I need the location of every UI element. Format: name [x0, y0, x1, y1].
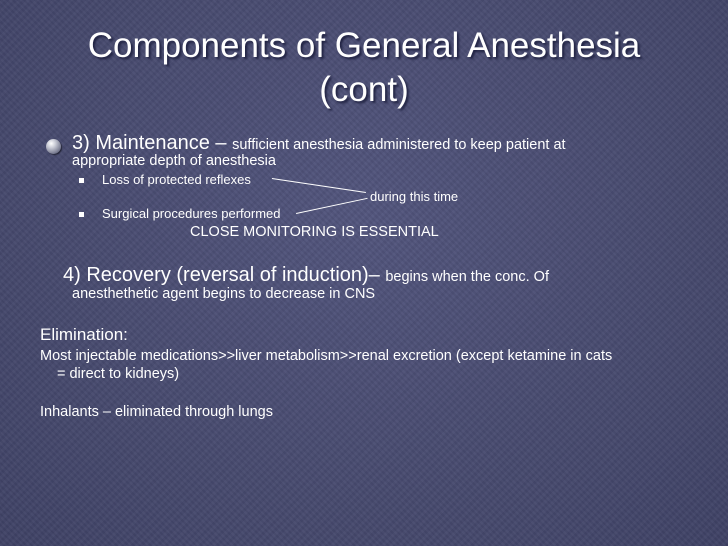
recovery-description-line-1: begins when the conc. Of — [385, 269, 549, 285]
maintenance-heading: 3) Maintenance – — [72, 132, 233, 154]
recovery-description-line-2: anesthethetic agent begins to decrease in CNS — [72, 286, 376, 302]
recovery-heading: 4) Recovery (reversal of induction)– — [63, 264, 386, 286]
connector-line-lower — [296, 198, 368, 214]
elimination-heading: Elimination: — [40, 325, 128, 344]
elimination-inhalants: Inhalants – eliminated through lungs — [40, 404, 273, 420]
slide-title — [20, 24, 708, 112]
elimination-line-1: Most injectable medications>>liver metabolism>>renal excretion (except ketamine in cats — [40, 348, 613, 364]
maintenance-bullet — [72, 132, 566, 155]
title-line-2: (cont) — [319, 70, 409, 109]
square-bullet-icon — [79, 212, 84, 217]
close-monitoring-emphasis: CLOSE MONITORING IS ESSENTIAL — [190, 224, 439, 240]
elimination-line-2: = direct to kidneys) — [57, 366, 180, 382]
maintenance-description-line-1: sufficient anesthesia administered to keep patient at — [232, 137, 566, 153]
recovery-bullet — [63, 264, 549, 287]
callout-during-this-time: during this time — [370, 189, 459, 204]
square-bullet-icon — [79, 178, 84, 183]
maintenance-description-line-2: appropriate depth of anesthesia — [72, 153, 276, 169]
sub-bullet-loss-of-reflexes: Loss of protected reflexes — [102, 172, 251, 187]
sub-bullet-surgical-procedures: Surgical procedures performed — [102, 206, 281, 221]
title-line-1: Components of General Anesthesia — [87, 26, 641, 65]
sphere-bullet-icon — [46, 139, 61, 154]
connector-line-upper — [272, 178, 366, 193]
